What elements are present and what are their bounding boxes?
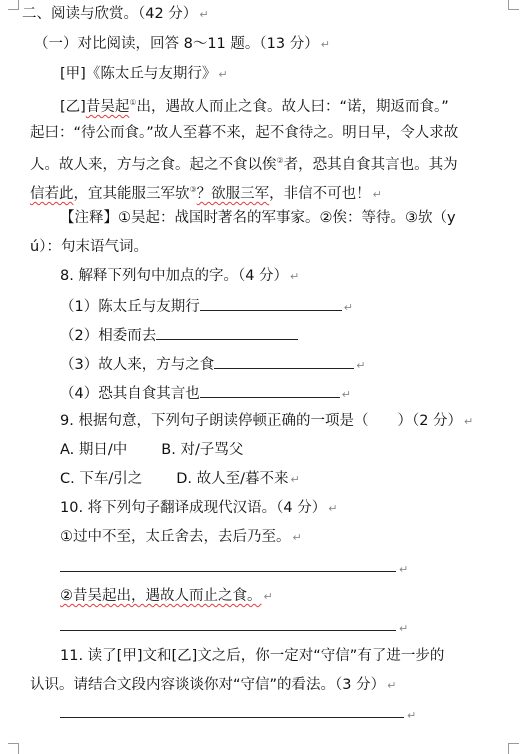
paragraph-mark: ↵: [292, 531, 302, 544]
paragraph-mark: ↵: [218, 68, 228, 81]
q11-stem-line-1: 11. 读了[甲]文和[乙]文之后，你一定对“守信”有了进一步的: [60, 648, 445, 664]
paragraph-mark: ↵: [290, 473, 300, 486]
q10-stem: 10. 将下列句子翻译成现代汉语。（4 分） ↵: [60, 500, 338, 516]
paragraph-mark: ↵: [399, 622, 409, 635]
q9-option-a[interactable]: A. 期日/中: [60, 442, 128, 458]
paragraph-mark: ↵: [387, 679, 397, 692]
q10-sentence-1: ①过中不至，太丘舍去，去后乃至。 ↵: [60, 529, 302, 545]
q9-option-c[interactable]: C. 下车/引之: [60, 471, 143, 487]
answer-blank[interactable]: [214, 353, 354, 369]
paragraph-mark: ↵: [356, 359, 366, 372]
q9-option-d[interactable]: D. 故人至/暮不来: [176, 471, 289, 487]
paragraph-mark: ↵: [341, 388, 351, 401]
page-corner-mark-bottom-left: [8, 743, 19, 754]
q8-item-4: （4）恐其自食其言也 ↵: [60, 382, 351, 405]
text-b-line-1: [乙]昔吴起①出，遇故人而止之食。故人曰：“诺，期返而食。”: [60, 98, 449, 115]
text-b-line-2: 起曰：“待公而食。”故人至暮不来，起不食待之。明日早，令人求故: [30, 125, 459, 141]
q8-item-2: （2）相委而去: [60, 324, 298, 346]
q9-option-b[interactable]: B. 对/子骂父: [161, 442, 244, 458]
q9-stem: 9. 根据句意，下列句子朗读停顿正确的一项是（ ）（2 分） ↵: [60, 413, 474, 429]
paragraph-mark: ↵: [372, 187, 382, 201]
paragraph-mark: ↵: [199, 8, 209, 21]
paragraph-mark: ↵: [320, 38, 330, 51]
q8-stem: 8. 解释下列句中加点的字。（4 分） ↵: [60, 268, 300, 284]
q9-options-row-2: [60, 469, 300, 490]
paragraph-mark: ↵: [328, 502, 338, 515]
subsection-title: （一）对比阅读，回答 8～11 题。（13 分） ↵: [34, 36, 330, 52]
paragraph-mark: ↵: [263, 590, 273, 603]
q9-options-row-1: [60, 440, 243, 460]
q10-answer-line-2[interactable]: [60, 630, 396, 631]
q10-sentence-2: ②昔吴起出，遇故人而止之食。 ↵: [60, 588, 273, 604]
paragraph-mark: ↵: [464, 415, 474, 428]
notes-line-1: 【注释】①吴起：战国时著名的军事家。②俟：等待。③欤（y: [60, 210, 456, 226]
q10-answer-line-1[interactable]: [60, 571, 396, 572]
paragraph-mark: ↵: [290, 270, 300, 283]
paragraph-mark: ↵: [407, 709, 417, 722]
paragraph-mark: ↵: [399, 563, 409, 576]
page-corner-mark-left: [8, 0, 19, 10]
q11-stem-line-2: 认识。请结合文段内容谈谈你对“守信”的看法。（3 分） ↵: [30, 677, 397, 693]
text-b-line-4: 信若此，宜其能服三军欤③？欲服三军，非信不可也！ ↵: [30, 185, 382, 202]
page-corner-mark-right: [508, 0, 519, 10]
answer-blank[interactable]: [156, 324, 298, 340]
paragraph-mark: ↵: [343, 301, 353, 314]
answer-blank[interactable]: [200, 382, 340, 398]
q8-item-3: （3）故人来，方与之食 ↵: [60, 353, 365, 376]
section-title: 二、阅读与欣赏。（42 分） ↵: [22, 6, 209, 22]
answer-blank[interactable]: [200, 295, 342, 311]
text-b-line-3: 人。故人来，方与之食。起之不食以俟②者，恐其自食其言也。其为: [30, 156, 458, 173]
notes-line-2: ú）：句末语气词。: [30, 239, 148, 255]
page-corner-mark-bottom-right: [508, 743, 519, 754]
text-a-title: [甲]《陈太丘与友期行》 ↵: [60, 66, 228, 82]
q11-answer-line[interactable]: [60, 717, 404, 718]
q8-item-1: （1）陈太丘与友期行 ↵: [60, 295, 353, 318]
